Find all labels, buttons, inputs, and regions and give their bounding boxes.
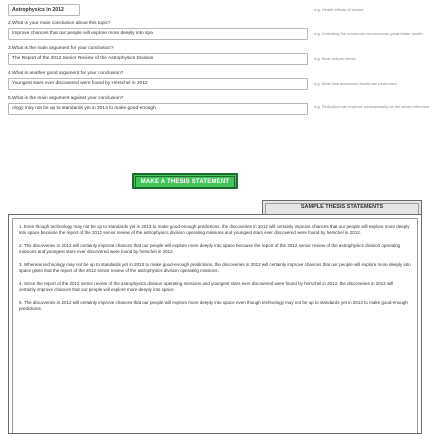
another-argument-input[interactable]: Youngest stars ever discovered were found by Herschel in 2012 — [8, 78, 308, 90]
thesis-statement-5: 5. The discoveries in 2012 will certainly improve chances that our people will explore more deeply into space even though technology may not be up to standards yet in 2013 to make good-enough predictions. — [19, 300, 408, 311]
topic-input[interactable]: Astrophysics in 2012 — [8, 4, 80, 16]
conclusion-hint: e.g. Unlimiting the numerous recommends great better health — [314, 31, 423, 36]
conclusion-row — [8, 28, 426, 42]
topic-hint: e.g. Health effects of smoke — [314, 7, 364, 12]
tab-sample-thesis-statements[interactable] — [262, 200, 422, 214]
another-argument-row — [8, 78, 426, 92]
sample-thesis-panel-inner — [12, 218, 418, 433]
another-argument-hint: e.g. Most new advanced results are performed — [314, 81, 397, 86]
against-question: 5.What is the main argument against your conclusion? — [8, 96, 124, 101]
against-row — [8, 103, 430, 117]
thesis-statement-3: 3. Whereas technology may not be up to standards yet in 2013 to make good-enough predictions, the discoveries in 2012 will certainly improve chances that our people will explore more deeply into space given that the report of the 2012 senior review of the astrophysics division operating missions. — [19, 262, 411, 273]
thesis-statement-4: 4. Since the report of the 2012 senior review of the astrophysics division operating missions and youngest stars ever discovered were found by herschel in 2012, the discoveries in 2012 will certainly improve chances that our people will explore more deeply into space. — [19, 281, 394, 292]
against-hint: e.g. Reduction can improve unnecessarily as the same reference — [314, 104, 430, 109]
make-thesis-button-label: MAKE A THESIS STATEMENT — [135, 176, 235, 188]
main-argument-hint: e.g. Most reduce stress — [314, 56, 356, 61]
thesis-statement-2: 2. The discoveries in 2012 will certainly improve chances that our people will explore more deeply into space because the report of the 2012 senior review of the astrophysics division operating missions and youngest stars ever discovered were found by herschel in 2012. — [19, 243, 401, 254]
main-argument-row — [8, 53, 426, 67]
main-argument-question: 3.What is the main argument for your conclusion? — [8, 46, 114, 51]
conclusion-question: 2.What is your main conclusion about this topic? — [8, 21, 111, 26]
topic-row — [8, 4, 426, 18]
sample-thesis-panel — [8, 214, 422, 434]
another-argument-question: 4.What is another good argument for your conclusion? — [8, 71, 124, 76]
main-argument-input[interactable]: The Report of the 2012 Senior Review of the Astrophysics Division — [8, 53, 308, 65]
against-input[interactable]: ology may not be up to standards yet in 2013 to make good-enough — [8, 103, 308, 115]
tab-label: SAMPLE THESIS STATEMENTS — [300, 204, 384, 210]
thesis-statement-1: 1. Even though technology may not be up to standards yet in 2013 to make good-enough predictions, the discoveries in 2012 will certainly improve chances that our people will explore more deeply into space because the report of the 2012 senior review of the astrophysics division operating missions and youngest stars ever discovered were found by herschel in 2012. — [19, 224, 410, 235]
make-thesis-button[interactable] — [132, 173, 238, 189]
conclusion-input[interactable]: Improve chances that our people will explore more deeply into spa — [8, 28, 308, 40]
